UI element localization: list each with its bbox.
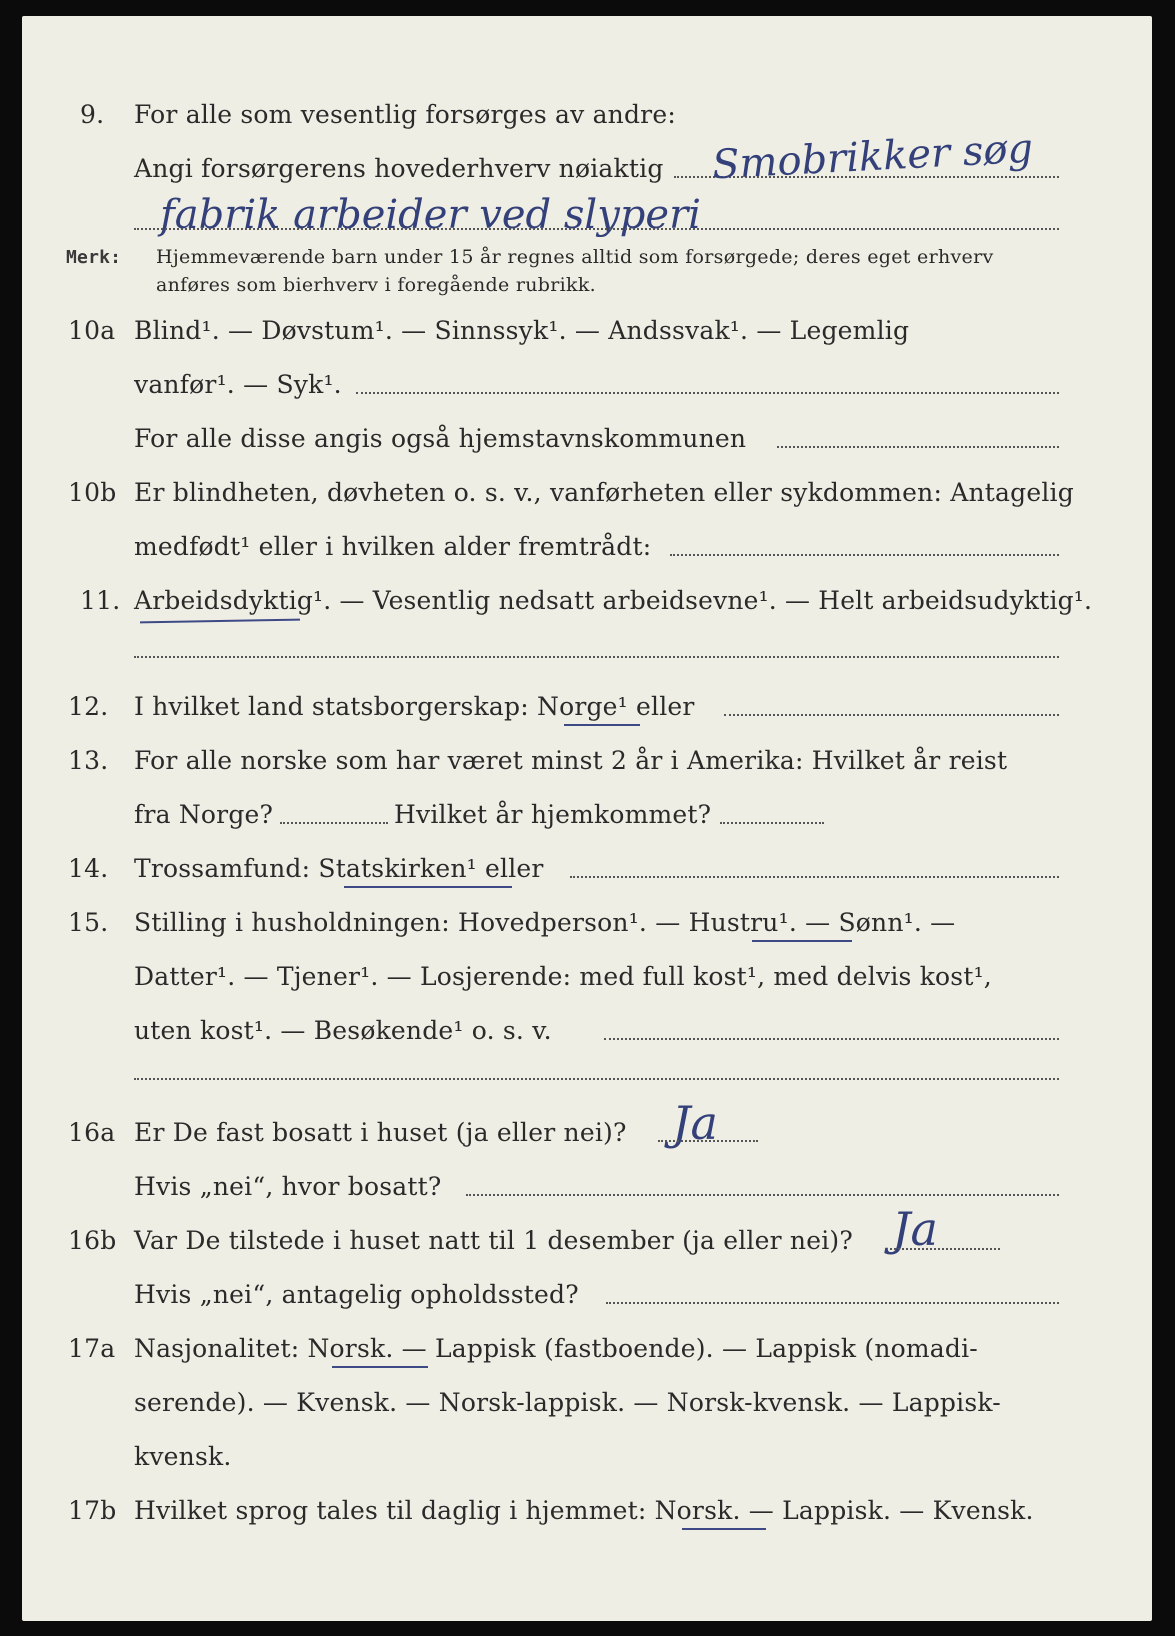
q17b-line1: Hvilket sprog tales til daglig i hjemmet: Norsk. — Lappisk. — Kvensk. — [134, 1496, 1034, 1525]
q16a-line1: Er De fast bosatt i huset (ja eller nei)? — [134, 1118, 627, 1147]
q16a-residence-line — [466, 1194, 1059, 1196]
q10a-hometown-line — [777, 446, 1059, 448]
q15-line2: Datter¹. — Tjener¹. — Losjerende: med full kost¹, med delvis kost¹, — [134, 962, 992, 991]
q16b-whereabouts-line — [606, 1302, 1059, 1304]
q9-number: 9. — [80, 100, 105, 129]
q16b-handwritten-answer: Ja — [892, 1202, 938, 1256]
q15-line1: Stilling i husholdningen: Hovedperson¹. — Hustru¹. — Sønn¹. — — [134, 908, 956, 937]
q16a-answer-line — [658, 1140, 758, 1142]
q9-handwritten-occupation-2: fabrik arbeider ved slyperi — [160, 192, 701, 238]
q17b-number: 17b — [68, 1496, 117, 1525]
q15-number: 15. — [68, 908, 109, 937]
q12-line1: I hvilket land statsborgerskap: Norge¹ eller — [134, 692, 695, 721]
q17b-underline-norsk — [682, 1528, 766, 1530]
census-form-page — [22, 16, 1152, 1621]
q12-answer-line — [724, 714, 1059, 716]
q12-number: 12. — [68, 692, 109, 721]
q14-answer-line — [570, 876, 1059, 878]
q10a-line3: For alle disse angis også hjemstavnskommunen — [134, 424, 747, 453]
q15-line3: uten kost¹. — Besøkende¹ o. s. v. — [134, 1016, 552, 1045]
q10b-line2: medfødt¹ eller i hvilken alder fremtrådt: — [134, 532, 652, 561]
q13-line2b: Hvilket år hjemkommet? — [394, 800, 712, 829]
q13-number: 13. — [68, 746, 109, 775]
merk-label: Merk: — [66, 247, 122, 268]
q10b-number: 10b — [68, 478, 117, 507]
q16b-answer-line — [890, 1248, 1000, 1250]
q15-answer-line-2 — [134, 1078, 1059, 1080]
merk-line1: Hjemmeværende barn under 15 år regnes alltid som forsørgede; deres eget erhverv — [156, 246, 994, 268]
q10b-line1: Er blindheten, døvheten o. s. v., vanførheten eller sykdommen: Antagelig — [134, 478, 1074, 507]
q9-handwritten-occupation-1: Smobrikker søg — [711, 125, 1035, 189]
q15-underline-hustru — [752, 940, 852, 942]
q11-line1: Arbeidsdyktig¹. — Vesentlig nedsatt arbeidsevne¹. — Helt arbeidsudyktig¹. — [134, 586, 1093, 615]
q10a-line2: vanfør¹. — Syk¹. — [134, 370, 342, 399]
q11-answer-line — [134, 656, 1059, 658]
q14-line1: Trossamfund: Statskirken¹ eller — [134, 854, 544, 883]
merk-line2: anføres som bierhverv i foregående rubrikk. — [156, 274, 596, 296]
q16a-line2: Hvis „nei“, hvor bosatt? — [134, 1172, 442, 1201]
q16b-number: 16b — [68, 1226, 117, 1255]
q9-line1: For alle som vesentlig forsørges av andre: — [134, 100, 676, 129]
q13-line1: For alle norske som har været minst 2 år i Amerika: Hvilket år reist — [134, 746, 1008, 775]
q10a-line1: Blind¹. — Døvstum¹. — Sinnssyk¹. — Andssvak¹. — Legemlig — [134, 316, 910, 345]
q16a-handwritten-answer: Ja — [672, 1096, 718, 1150]
q16b-line2: Hvis „nei“, antagelig opholdssted? — [134, 1280, 579, 1309]
q11-number: 11. — [80, 586, 121, 615]
q10a-number: 10a — [68, 316, 116, 345]
q9-answer-line-2 — [134, 228, 1059, 230]
q17a-underline-norsk — [332, 1366, 428, 1368]
q13-year-left-line — [280, 822, 388, 824]
q10b-answer-line — [670, 554, 1059, 556]
q17a-line3: kvensk. — [134, 1442, 232, 1471]
q13-line2a: fra Norge? — [134, 800, 274, 829]
q9-line2: Angi forsørgerens hovederhverv nøiaktig — [134, 154, 664, 183]
q16a-number: 16a — [68, 1118, 116, 1147]
q16b-line1: Var De tilstede i huset natt til 1 desember (ja eller nei)? — [134, 1226, 853, 1255]
q17a-line2: serende). — Kvensk. — Norsk-lappisk. — Norsk-kvensk. — Lappisk- — [134, 1388, 1001, 1417]
q17a-line1: Nasjonalitet: Norsk. — Lappisk (fastboende). — Lappisk (nomadi- — [134, 1334, 978, 1363]
q14-underline-statskirken — [344, 886, 512, 888]
q12-underline-norge — [564, 724, 640, 726]
q17a-number: 17a — [68, 1334, 116, 1363]
q13-year-returned-line — [720, 822, 824, 824]
q11-underline-arbeidsdyktig — [140, 619, 300, 624]
q10a-answer-line — [356, 392, 1059, 394]
q14-number: 14. — [68, 854, 109, 883]
q15-answer-line — [604, 1038, 1059, 1040]
